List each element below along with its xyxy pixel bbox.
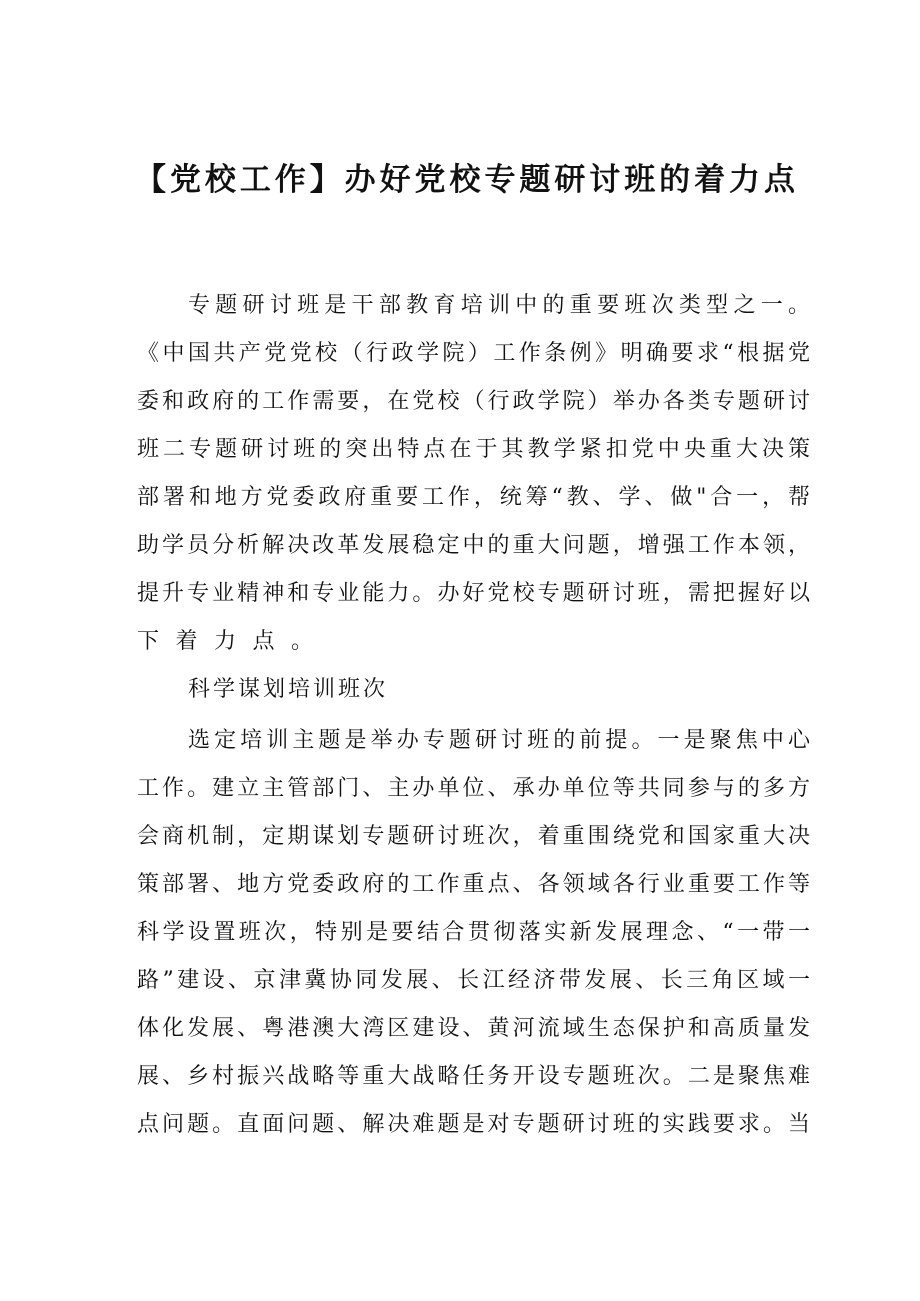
paragraph-line: 《中国共产党党校（行政学院）工作条例》明确要求“根据党 xyxy=(137,341,810,366)
paragraph-line: 路”建设、京津冀协同发展、长江经济带发展、长三角区域一 xyxy=(137,968,810,993)
paragraph-line: 点问题。直面问题、解决难题是对专题研讨班的实践要求。当 xyxy=(137,1112,810,1137)
paragraph-line: 展、乡村振兴战略等重大战略任务开设专题班次。二是聚焦难 xyxy=(137,1064,810,1089)
paragraph-line: 班二专题研讨班的突出特点在于其教学紧扣党中央重大决策 xyxy=(137,437,810,462)
document-title: 【党校工作】办好党校专题研讨班的着力点 xyxy=(135,162,795,198)
paragraph-line: 提升专业精神和专业能力。办好党校专题研讨班，需把握好以 xyxy=(137,581,810,606)
body-paragraph xyxy=(137,717,810,1149)
paragraph-line: 工作。建立主管部门、主办单位、承办单位等共同参与的多方 xyxy=(137,776,810,801)
paragraph-line: 部署和地方党委政府重要工作，统筹“教、学、做"合一，帮 xyxy=(137,485,810,510)
paragraph-line: 专题研讨班是干部教育培训中的重要班次类型之一。 xyxy=(188,293,810,318)
paragraph-line: 策部署、地方党委政府的工作重点、各领域各行业重要工作等 xyxy=(137,872,810,897)
paragraph-line: 委和政府的工作需要，在党校（行政学院）举办各类专题研讨 xyxy=(137,389,810,414)
section-heading: 科学谋划培训班次 xyxy=(188,677,389,702)
paragraph-line: 下着力点。 xyxy=(137,629,330,654)
intro-paragraph xyxy=(137,282,810,666)
paragraph-line: 助学员分析解决改革发展稳定中的重大问题，增强工作本领， xyxy=(137,533,810,558)
paragraph-line: 体化发展、粤港澳大湾区建设、黄河流域生态保护和高质量发 xyxy=(137,1016,810,1041)
paragraph-line: 选定培训主题是举办专题研讨班的前提。一是聚焦中心 xyxy=(188,728,810,753)
paragraph-line: 科学设置班次，特别是要结合贯彻落实新发展理念、“一带一 xyxy=(137,920,810,945)
paragraph-line: 会商机制，定期谋划专题研讨班次，着重围绕党和国家重大决 xyxy=(137,824,810,849)
